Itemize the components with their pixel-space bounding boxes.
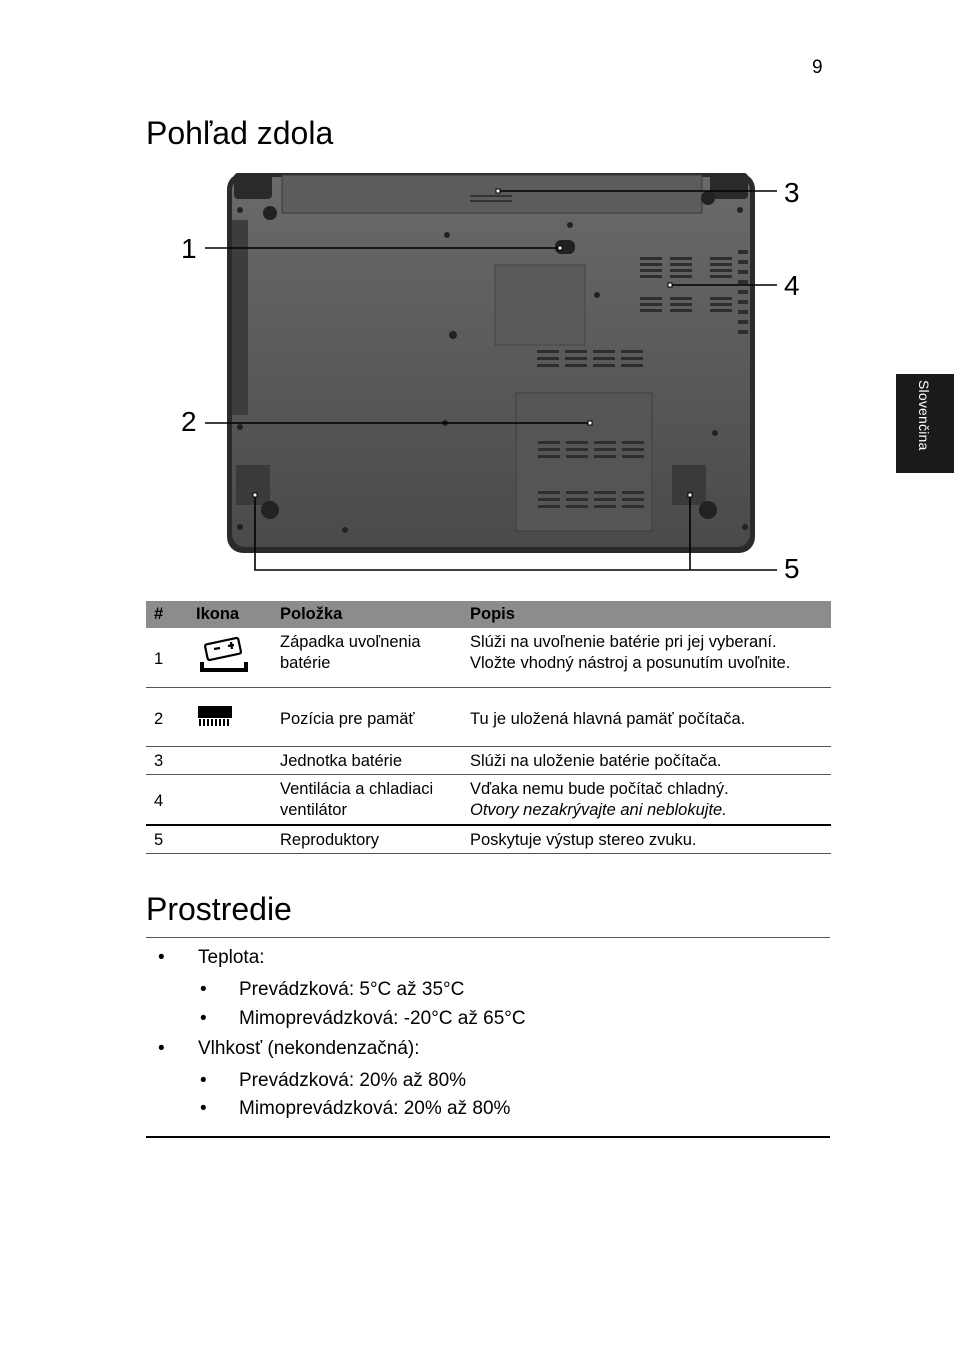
- page-number: 9: [812, 57, 823, 78]
- bullet: •: [200, 1008, 207, 1029]
- battery-release-icon: [196, 632, 252, 676]
- header-item: Položka: [272, 601, 462, 628]
- bullet: •: [158, 947, 165, 968]
- header-desc: Popis: [462, 601, 831, 628]
- callout-4: 4: [784, 270, 800, 301]
- table-row: 2 Pozícia pre pamäť Tu je uložená hlavná pamäť počítača.: [146, 688, 831, 747]
- header-icon: Ikona: [188, 601, 272, 628]
- table-row: 1 Západka uvoľnenia batérie Slúži na uvoľnenie batérie pri jej vyberaní. Vložte vhodný nástroj a posunutím uvoľnite.: [146, 628, 831, 688]
- language-tab: [896, 374, 954, 473]
- callout-3: 3: [784, 177, 800, 208]
- bullet: •: [200, 979, 207, 1000]
- humidity-operating: Prevádzková: 20% až 80%: [239, 1070, 467, 1091]
- bullet: •: [200, 1070, 207, 1091]
- bullet: •: [200, 1098, 207, 1119]
- table-row: 4 Ventilácia a chladiaci ventilátor Vďaka nemu bude počítač chladný. Otvory nezakrývajte ani neblokujte.: [146, 775, 831, 826]
- humidity-label: Vlhkosť (nekondenzačná):: [198, 1038, 420, 1059]
- temperature-non-operating: Mimoprevádzková: -20°C až 65°C: [239, 1008, 526, 1029]
- callout-5: 5: [784, 553, 800, 584]
- callout-2: 2: [181, 406, 197, 437]
- section-title-bottom-view: Pohľad zdola: [146, 115, 334, 151]
- humidity-non-operating: Mimoprevádzková: 20% až 80%: [239, 1098, 511, 1119]
- laptop-bottom-diagram: [170, 165, 830, 585]
- language-tab-label: Slovenčina: [916, 380, 932, 451]
- environment-list: [146, 937, 830, 1138]
- section-title-environment: Prostredie: [146, 891, 292, 927]
- table-row: 3 Jednotka batérie Slúži na uloženie batérie počítača.: [146, 747, 831, 775]
- header-num: #: [146, 601, 188, 628]
- temperature-label: Teplota:: [198, 947, 265, 968]
- table-row: 5 Reproduktory Poskytuje výstup stereo zvuku.: [146, 825, 831, 854]
- bullet: •: [158, 1038, 165, 1059]
- memory-icon: [196, 702, 236, 728]
- temperature-operating: Prevádzková: 5°C až 35°C: [239, 979, 465, 1000]
- components-table: [146, 601, 831, 854]
- callout-1: 1: [181, 233, 197, 264]
